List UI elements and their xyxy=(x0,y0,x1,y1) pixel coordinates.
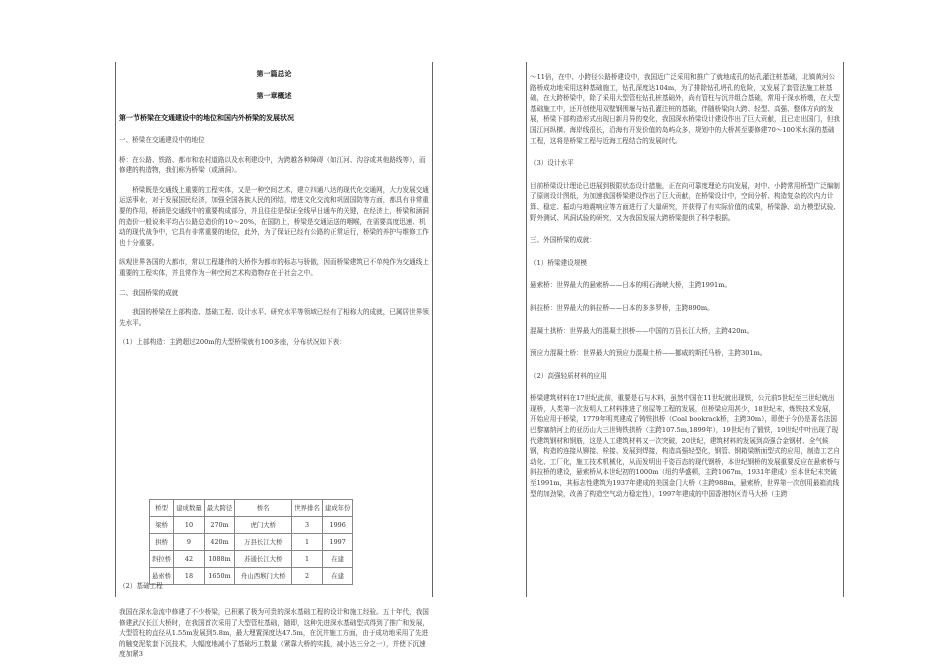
left-page-column xyxy=(115,62,433,659)
heading-bridge-role: 一、桥梁在交通建设中的地位 xyxy=(119,136,205,144)
table-cell: 虎门大桥 xyxy=(235,517,292,534)
record-cable-stayed-bridge: 斜拉桥：世界最大的斜拉桥——日本的多多罗桥，主跨890m。 xyxy=(530,303,714,312)
record-prestressed-bridge: 预应力混凝土桥：世界最大的预应力混凝土桥——挪威的斯托马桥，主跨301m。 xyxy=(530,349,767,358)
table-row xyxy=(150,551,353,568)
table-cell: 在建 xyxy=(322,568,353,585)
table-cell: 18 xyxy=(174,568,205,585)
table-cell: 2 xyxy=(292,568,323,585)
table-row xyxy=(150,517,353,534)
table-cell: 1088m xyxy=(204,551,235,568)
record-concrete-arch-bridge: 混凝土拱桥：世界最大的混凝土拱桥——中国的万县长江大桥，主跨420m。 xyxy=(530,326,754,335)
paragraph-bridge-importance: 桥梁既是交通线上重要的工程实体，又是一种空间艺术，建立四通八达的现代化交通网，大力发展交通运送事业，对于发展国民经济，加强全国各族人民的团结，增进文化交流和巩固国防等方面，都具有非常重要的作用，桥涵是交通线中的重要构成部分，并且往往是保证全线早日通车的关键，在经济上，桥梁和涵洞的造价一般说来平均占公路总造价的10～20%，在国防上，桥梁是交通运送的咽喉，在需要高度迅速、机动的现代战争中，它具有非常重要的地位，此外，为了保证已经有公路的正常运行，桥梁的养护与维修工作也十分重要。 xyxy=(119,185,429,247)
table-cell: 1 xyxy=(292,534,323,551)
heading-foundation: （2）基础工程 xyxy=(119,582,163,590)
bridge-stats-table xyxy=(149,499,353,585)
table-cell: 270m xyxy=(204,517,235,534)
heading-materials: （2）高强轻质材料的应用 xyxy=(530,371,607,380)
table-cell: 万县长江大桥 xyxy=(235,534,292,551)
paragraph-foundation: 我国在深水急流中修建了不少桥梁，已积累了极为可贵的深水基础工程的设计和施工经验。五十年代，我国修建武汉长江大桥时，在我国首次采用了大型管柱基础，随即，这种先进深水基础型式得到了推广和发展，大型管柱的直径从1.55m发展到5.8m，最大埋置深度达47.5m，在沉井施工方面，由于成功地采用了先进的触变泥浆套下沉技术，大幅度地减小了基础圬工数量（紧靠大桥的实践，减小达三分之一），并使下沉速度加紧3 xyxy=(119,608,429,659)
table-cell: 1997 xyxy=(322,534,353,551)
section-title: 第一节桥梁在交通建设中的地位和国内外桥梁的发展状况 xyxy=(119,114,294,122)
table-header: 建成数量 xyxy=(174,500,205,517)
table-cell: 悬索桥 xyxy=(150,568,174,585)
table-header: 最大跨径 xyxy=(204,500,235,517)
table-header-row xyxy=(150,500,353,517)
heading-construction-scale: （1）桥梁建设规模 xyxy=(530,258,587,267)
paragraph-design-level: 目前桥梁设计理论已进展到极限状态设计措施，正在向可靠度理论方向发展，对中、小跨常用桥型广泛编制了原则设计图纸，为加速我国桥梁建设作出了巨大贡献，在桥梁设计中，空间分析、构造复杂的次内力计算、稳定、振动与地震响应等方面进行了大量研究，并获得了有实际价值的成果，桥梁静、动力模型试验、野外测试、风洞试验的研究，又为我国发展大跨桥梁提供了科学根据。 xyxy=(530,181,840,222)
table-cell: 10 xyxy=(174,517,205,534)
chapter-title: 第一章概述 xyxy=(256,92,292,100)
table-cell: 苏通长江大桥 xyxy=(235,551,292,568)
table-cell: 9 xyxy=(174,534,205,551)
table-row xyxy=(150,534,353,551)
paragraph-materials: 桥梁建筑材料在17世纪此前，重要是石与木料，虽然中国在11世纪就出现铁，公元前5世纪至三世纪就出现桥，人类第一次发明人工材料推进了房屋等工程的发展，但桥梁应用甚少，18世纪末，炼铁技术发展，开始应用于桥梁，1779年明英建成了铸铁拱桥（Coal bookrack桥，主跨30m），即使于今仍是著名法国巴黎塞纳河上的亚历山大三世铸铁拱桥（主跨107.5m,1899年），19世纪有了锻铁，19世纪中叶出现了现代建筑钢材和钢筋，这是人工建筑材料又一次突破，20世纪，建筑材料的发展到高强合金钢材、全气候钢，构造的连接从铆接、栓接、发展到焊接，构造高强轻型化，钢管、钢箱梁断面型式的应用，制造工艺自动化、工厂化，施工技术机械化，从而发明出千姿百态的现代钢桥，本世纪钢桥的发展重要反应在悬索桥与斜拉桥的建设，悬索桥从本世纪初的1000m（纽约华盛顿，主跨1067m，1931年建成）至本世纪末突破至1991m，其标志性建筑为1937年建成的美国金门大桥（主跨988m，悬索桥，世界第一次创用最箱流线型的加劲梁，改善了构造空气动力稳定性），1997年建成的中国香港特区青马大桥（主跨 xyxy=(530,394,840,498)
table-cell: 在建 xyxy=(322,551,353,568)
table-cell: 拱桥 xyxy=(150,534,174,551)
paragraph-bridge-landmark: 纵观世界各国的大都市，常以工程雄伟的大桥作为都市的标志与骄傲，因而桥梁建筑已不单纯作为交通线上重要的工程实体，并且常作为一种空间艺术构造物存在于社会之中。 xyxy=(119,258,429,277)
table-header: 建成年份 xyxy=(322,500,353,517)
paragraph-pile-foundation: ～11倍，在中、小跨径公路桥建设中，我国近广泛采用和推广了就地成孔的钻孔灌注桩基础，北镇黄河公路桥成功地采用这种基础施工，钻孔深度达104m，为了排除钻孔坍孔的危险，又发展了套管法施工桩基础，在大跨桥梁中，除了采用大型管柱钻孔桩基础外，尚有管柱与沉井组合基础，常用于深水桥墩，在大型基础施工中，还开创使用双壁钢围堰与钻孔灌注桩的基础，伴随桥梁向大跨、轻型、高强、整体方向的发展，桥梁下部构造形式出现日新月异的变化，我国深水桥梁设计建设作出了巨大贡献，且已走出国门，但我国江河纵横、海岸线很长，沿海有开发价值的岛屿众多，规划中的大桥甚至要修建70～100米水深的基础工程，这将是桥梁工程与近海工程结合的发展时代。 xyxy=(530,73,840,145)
paragraph-bridge-definition: 桥：在公路、铁路、都市和农村道路以及水利建设中，为跨越各种障碍（如江河、沟谷或其他路线等），而修建的构造物，我们称为桥梁（或涵洞）。 xyxy=(119,155,426,175)
table-cell: 1 xyxy=(292,551,323,568)
record-suspension-bridge: 悬索桥：世界最大的悬索桥——日本的明石海峡大桥，主跨1991m。 xyxy=(530,281,732,290)
paragraph-china-achievements: 我国的桥梁在上部构造、基础工程、设计水平、研究水平等领域已经有了相称大的成就，已属居世界领先水平。 xyxy=(119,308,429,327)
table-cell: 斜拉桥 xyxy=(150,551,174,568)
table-header: 桥型 xyxy=(150,500,174,517)
heading-foreign-achievements: 三、外国桥梁的成就： xyxy=(530,236,596,245)
table-header: 世界排名 xyxy=(292,500,323,517)
heading-china-achievements: 二、我国桥梁的成就 xyxy=(119,288,179,297)
table-cell: 42 xyxy=(174,551,205,568)
table-cell: 梁桥 xyxy=(150,517,174,534)
table-cell: 舟山西堠门大桥 xyxy=(235,568,292,585)
table-cell: 3 xyxy=(292,517,323,534)
table-header: 桥名 xyxy=(235,500,292,517)
part-title: 第一篇总论 xyxy=(256,70,292,78)
right-page-column xyxy=(526,62,844,597)
table-cell: 1996 xyxy=(322,517,353,534)
table-cell: 1650m xyxy=(204,568,235,585)
paragraph-superstructure: （1）上部构造：主跨超过200m的大型桥梁就有100多座，分布状况如下表： xyxy=(119,338,346,347)
heading-design-level: （3）设计水平 xyxy=(530,159,574,168)
table-cell: 420m xyxy=(204,534,235,551)
